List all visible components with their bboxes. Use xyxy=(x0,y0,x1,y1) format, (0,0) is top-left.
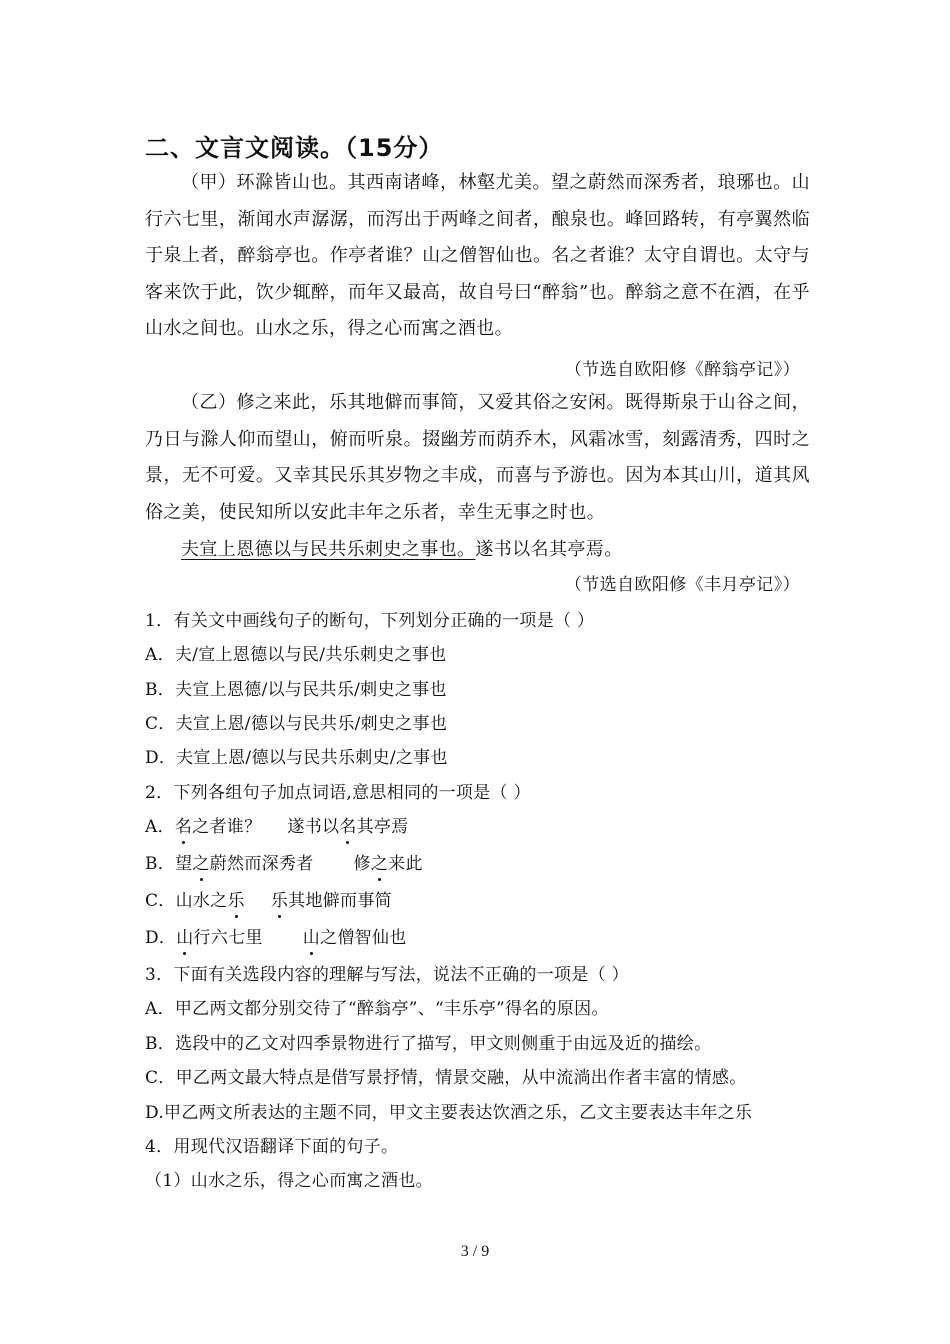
option-label: C． xyxy=(145,891,176,911)
q3-option-b: B．选段中的乙文对四季景物进行了描写，甲文则侧重于由远及近的描绘。 xyxy=(145,1034,712,1054)
passage-b: （乙）修之来此，乐其地僻而事简，又爱其俗之安闲。既得斯泉于山谷之间，乃日与滁人仰而望山，俯而听泉。掇幽芳而荫乔木，风霜冰雪，刻露清秀，四时之景，无不可爱。又幸其民乐其岁物之丰成，而喜与予游也。因为本其山川，道其风俗之美，使民知所以安此丰年之乐者，幸生无事之时也。 xyxy=(145,392,810,523)
underlined-sentence: 夫宣上恩德以与民共乐刺史之事也。 xyxy=(181,539,476,560)
q4-sub1: （1）山水之乐，得之心而寓之酒也。 xyxy=(145,1171,433,1191)
q3-stem: 3．下面有关选段内容的理解与写法，说法不正确的一项是（ ） xyxy=(145,965,629,985)
q2-option-d: D．山行六七里 山之僧智仙也 xyxy=(145,923,407,948)
option-label: D． xyxy=(145,928,177,948)
passage-a: （甲）环滁皆山也。其西南诸峰，林壑尤美。望之蔚然而深秀者，琅琊也。山行六七里，渐闻水声潺潺，而泻出于两峰之间者，酿泉也。峰回路转，有亭翼然临于泉上者，醉翁亭也。作亭者谁？山之僧智仙也。名之者谁？太守自谓也。太守与客来饮于此，饮少辄醉，而年又最高，故自号曰“醉翁”也。醉翁之意不在酒，在乎山水之间也。山水之乐，得之心而寓之酒也。 xyxy=(145,172,810,340)
q2-stem: 2．下列各组句子加点词语,意思相同的一项是（ ） xyxy=(145,783,531,803)
dotted-word: 之 xyxy=(371,849,388,874)
q2-option-b: B．望之蔚然而深秀者 修之来此 xyxy=(145,849,423,874)
section-title: 二、文言文阅读。（15分） xyxy=(145,134,444,162)
dotted-word: 山 xyxy=(176,923,193,948)
dotted-word: 名 xyxy=(175,812,192,837)
q3-option-a: A．甲乙两文都分别交待了“醉翁亭”、“丰乐亭”得名的原因。 xyxy=(145,999,609,1019)
dotted-word: 名 xyxy=(339,812,356,837)
q1-option-c: C．夫宣上恩/德以与民共乐/刺史之事也 xyxy=(145,714,448,734)
q2-option-c: C．山水之乐 乐其地僻而事简 xyxy=(145,886,392,911)
q4-stem: 4．用现代汉语翻译下面的句子。 xyxy=(145,1137,399,1157)
option-label: B． xyxy=(145,854,176,874)
q1-option-a: A．夫/宣上恩德以与民/共乐刺史之事也 xyxy=(145,645,447,665)
dotted-word: 乐 xyxy=(271,886,288,911)
dotted-word: 乐 xyxy=(228,886,245,911)
passage-b-last-line xyxy=(145,532,810,569)
source-b: （节选自欧阳修《丰月亭记》） xyxy=(564,575,800,595)
dotted-word: 之 xyxy=(192,849,209,874)
q2-option-a: A．名之者谁？ 遂书以名其亭焉 xyxy=(145,812,409,837)
page-number: 3 / 9 xyxy=(460,1243,490,1260)
q3-option-d: D.甲乙两文所表达的主题不同，甲文主要表达饮酒之乐，乙文主要表达丰年之乐 xyxy=(145,1103,753,1123)
q1-stem: 1．有关文中画线句子的断句，下列划分正确的一项是（ ） xyxy=(145,611,595,631)
source-a: （节选自欧阳修《醉翁亭记》） xyxy=(564,360,800,380)
dotted-word: 山 xyxy=(303,923,320,948)
option-label: A． xyxy=(145,817,175,837)
passage-b-tail: 遂书以名其亭焉。 xyxy=(475,539,623,560)
q1-option-b: B．夫宣上恩德/以与民共乐/刺史之事也 xyxy=(145,680,447,700)
q3-option-c: C．甲乙两文最大特点是借写景抒情，情景交融，从中流淌出作者丰富的情感。 xyxy=(145,1068,747,1088)
q1-option-d: D．夫宣上恩/德以与民共乐刺史/之事也 xyxy=(145,748,448,768)
